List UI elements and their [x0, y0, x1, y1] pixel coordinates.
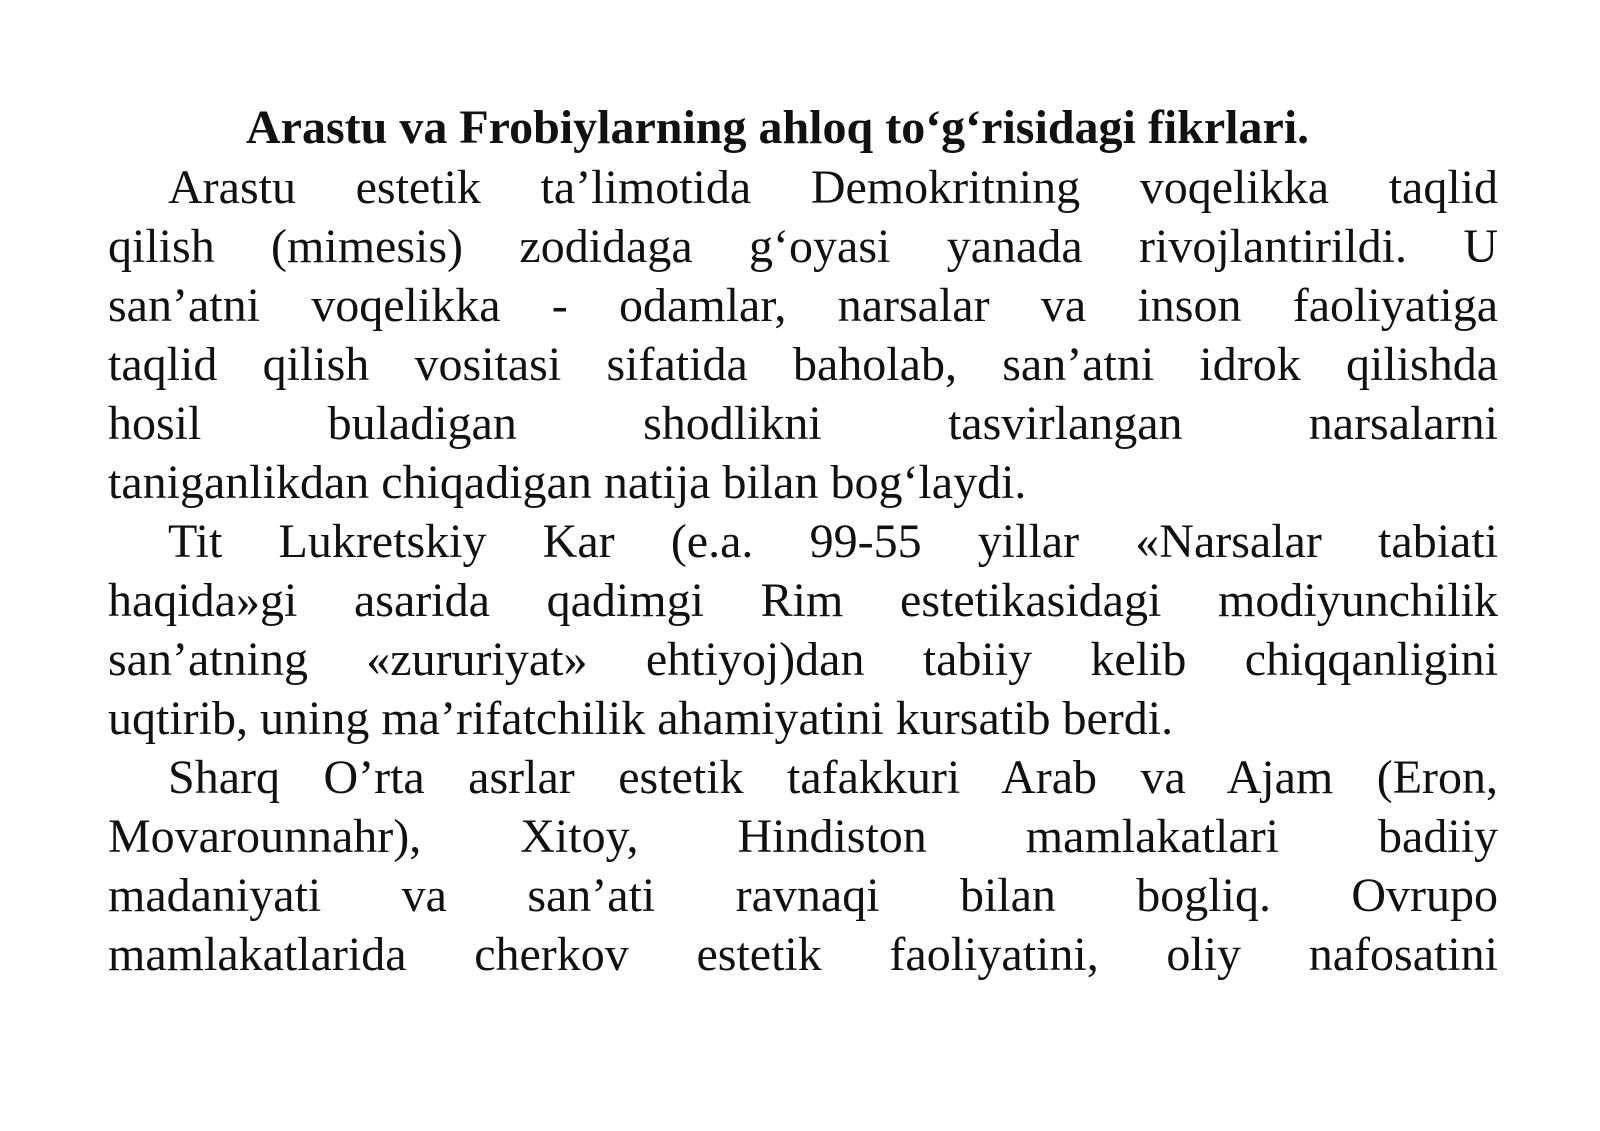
paragraph-line: haqida»gi asarida qadimgi Rim estetikasidagi modiyunchilik [108, 574, 1498, 627]
paragraph-line: san’atning «zururiyat» ehtiyoj)dan tabiiy kelib chiqqanligini [108, 633, 1498, 686]
paragraph-line: Tit Lukretskiy Kar (e.a. 99-55 yillar «Narsalar tabiati [168, 515, 1498, 568]
paragraph-line: san’atni voqelikka - odamlar, narsalar va inson faoliyatiga [108, 279, 1498, 332]
paragraph-line: mamlakatlarida cherkov estetik faoliyatini, oliy nafosatini [108, 928, 1498, 981]
paragraph-line: hosil buladigan shodlikni tasvirlangan narsalarni [108, 397, 1498, 450]
paragraph-line: uqtirib, uning ma’rifatchilik ahamiyatini kursatib berdi. [108, 692, 1174, 745]
paragraph-line: madaniyati va san’ati ravnaqi bilan bogliq. Ovrupo [108, 869, 1498, 922]
paragraph-line: taqlid qilish vositasi sifatida baholab, san’atni idrok qilishda [108, 338, 1498, 391]
document-title: Arastu va Frobiylarning ahloq to‘g‘risidagi fikrlari. [246, 101, 1310, 154]
paragraph-line: taniganlikdan chiqadigan natija bilan bog‘laydi. [108, 456, 1027, 509]
paragraph-line: qilish (mimesis) zodidaga g‘oyasi yanada rivojlantirildi. U [108, 220, 1498, 273]
paragraph-arastu [108, 158, 1498, 512]
paragraph-line: Arastu estetik ta’limotida Demokritning voqelikka taqlid [168, 161, 1498, 214]
paragraph-sharq [108, 748, 1498, 984]
paragraph-line: Movarounnahr), Xitoy, Hindiston mamlakatlari badiiy [108, 810, 1498, 863]
document-body [108, 158, 1498, 984]
paragraph-line: Sharq O’rta asrlar estetik tafakkuri Arab va Ajam (Eron, [168, 751, 1498, 804]
paragraph-lukretskiy [108, 512, 1498, 748]
